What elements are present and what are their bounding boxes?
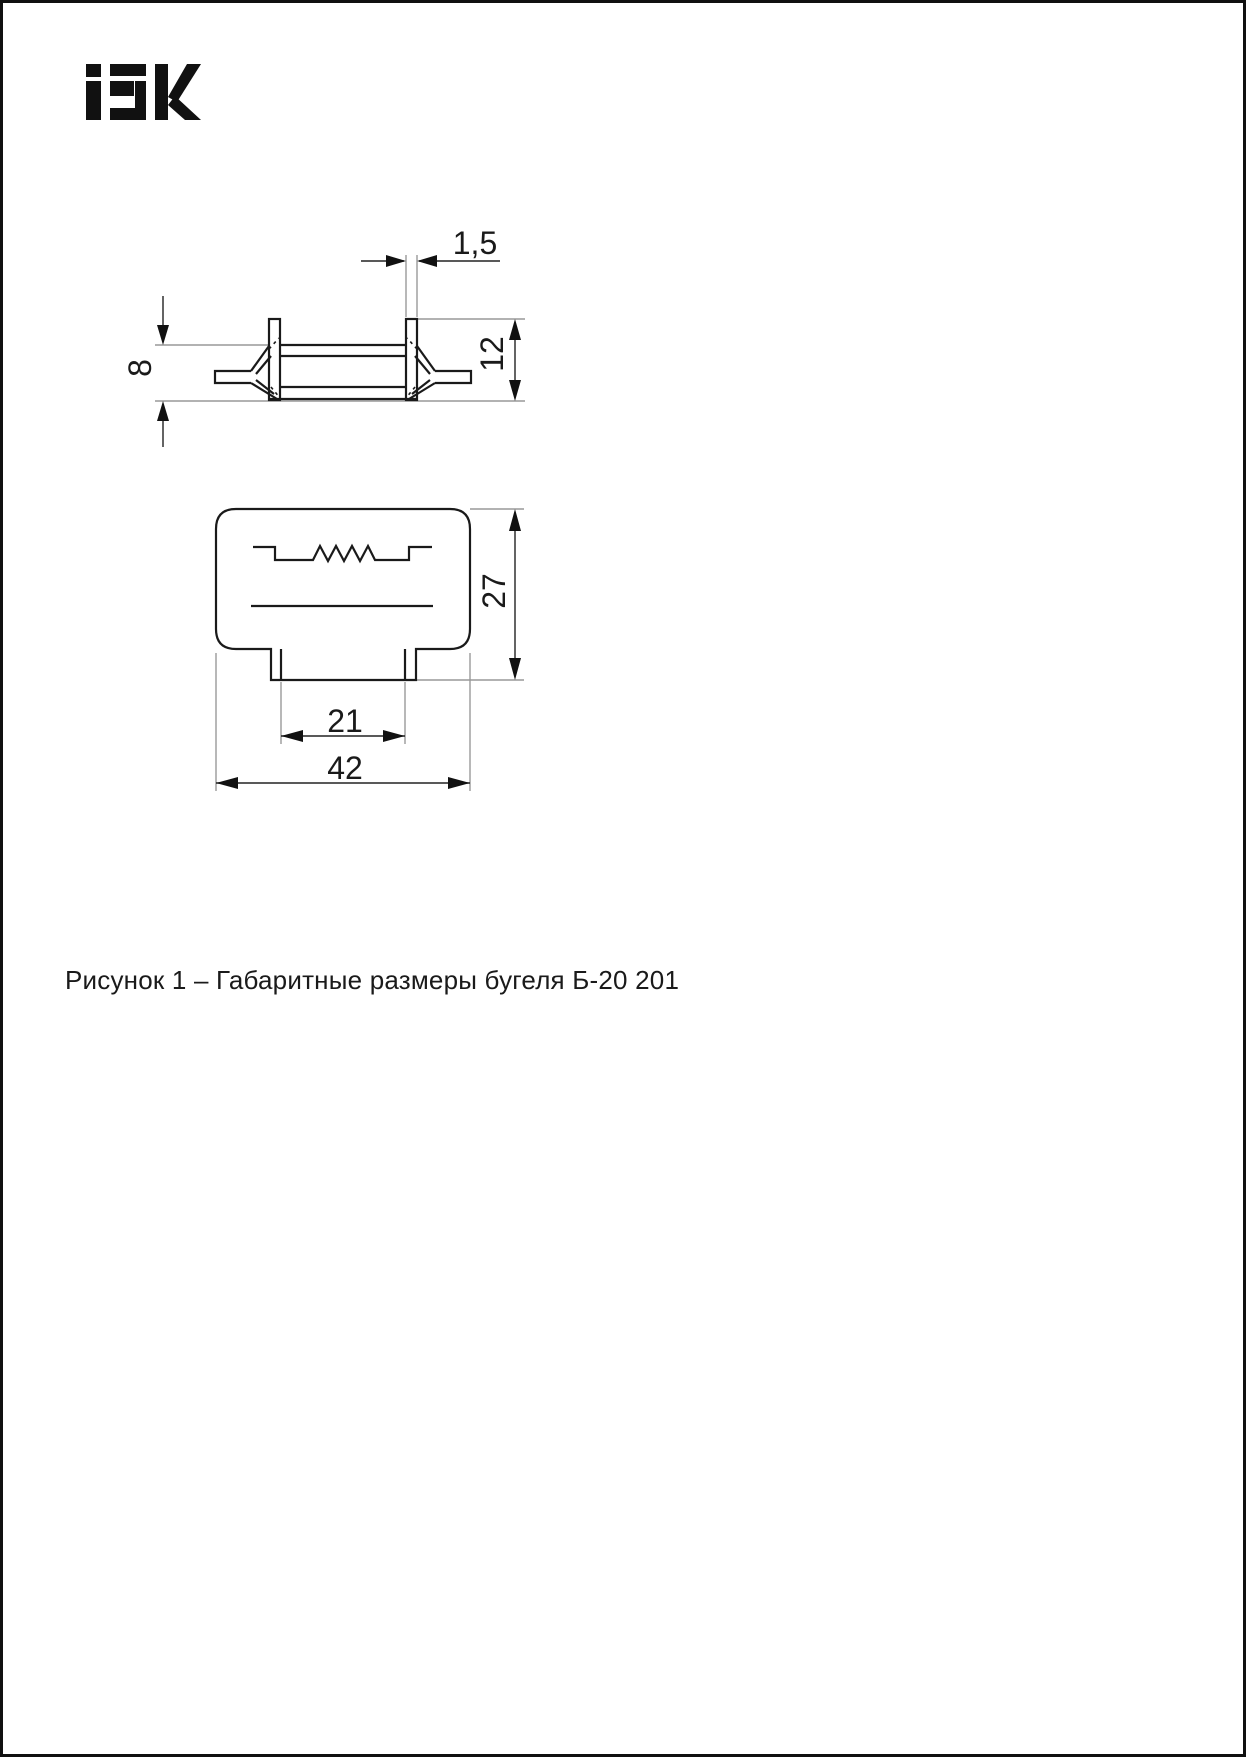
spring-detail: [253, 546, 432, 561]
dim-thickness: [361, 225, 500, 267]
dim-thickness-label: 1,5: [452, 225, 498, 261]
dim-slot-width: [281, 703, 405, 742]
profile-view: [122, 225, 525, 447]
profile-outline: [215, 319, 471, 400]
front-view: [216, 509, 524, 791]
figure-caption: Рисунок 1 – Габаритные размеры бугеля Б-20 201: [65, 965, 680, 995]
dim-height-label: 27: [476, 573, 512, 609]
dim-flange-height: [122, 296, 169, 447]
dim-flange-height-label: 8: [122, 359, 158, 377]
dim-overall-width: [216, 750, 470, 789]
profile-extension-lines: [155, 255, 525, 401]
dim-slot-width-label: 21: [327, 703, 363, 739]
dim-overall-height: [474, 319, 521, 401]
technical-drawing: [3, 3, 623, 823]
dim-height: [476, 509, 521, 680]
front-outline: [216, 509, 470, 680]
dim-overall-width-label: 42: [327, 750, 363, 786]
dim-overall-height-label: 12: [474, 336, 510, 372]
